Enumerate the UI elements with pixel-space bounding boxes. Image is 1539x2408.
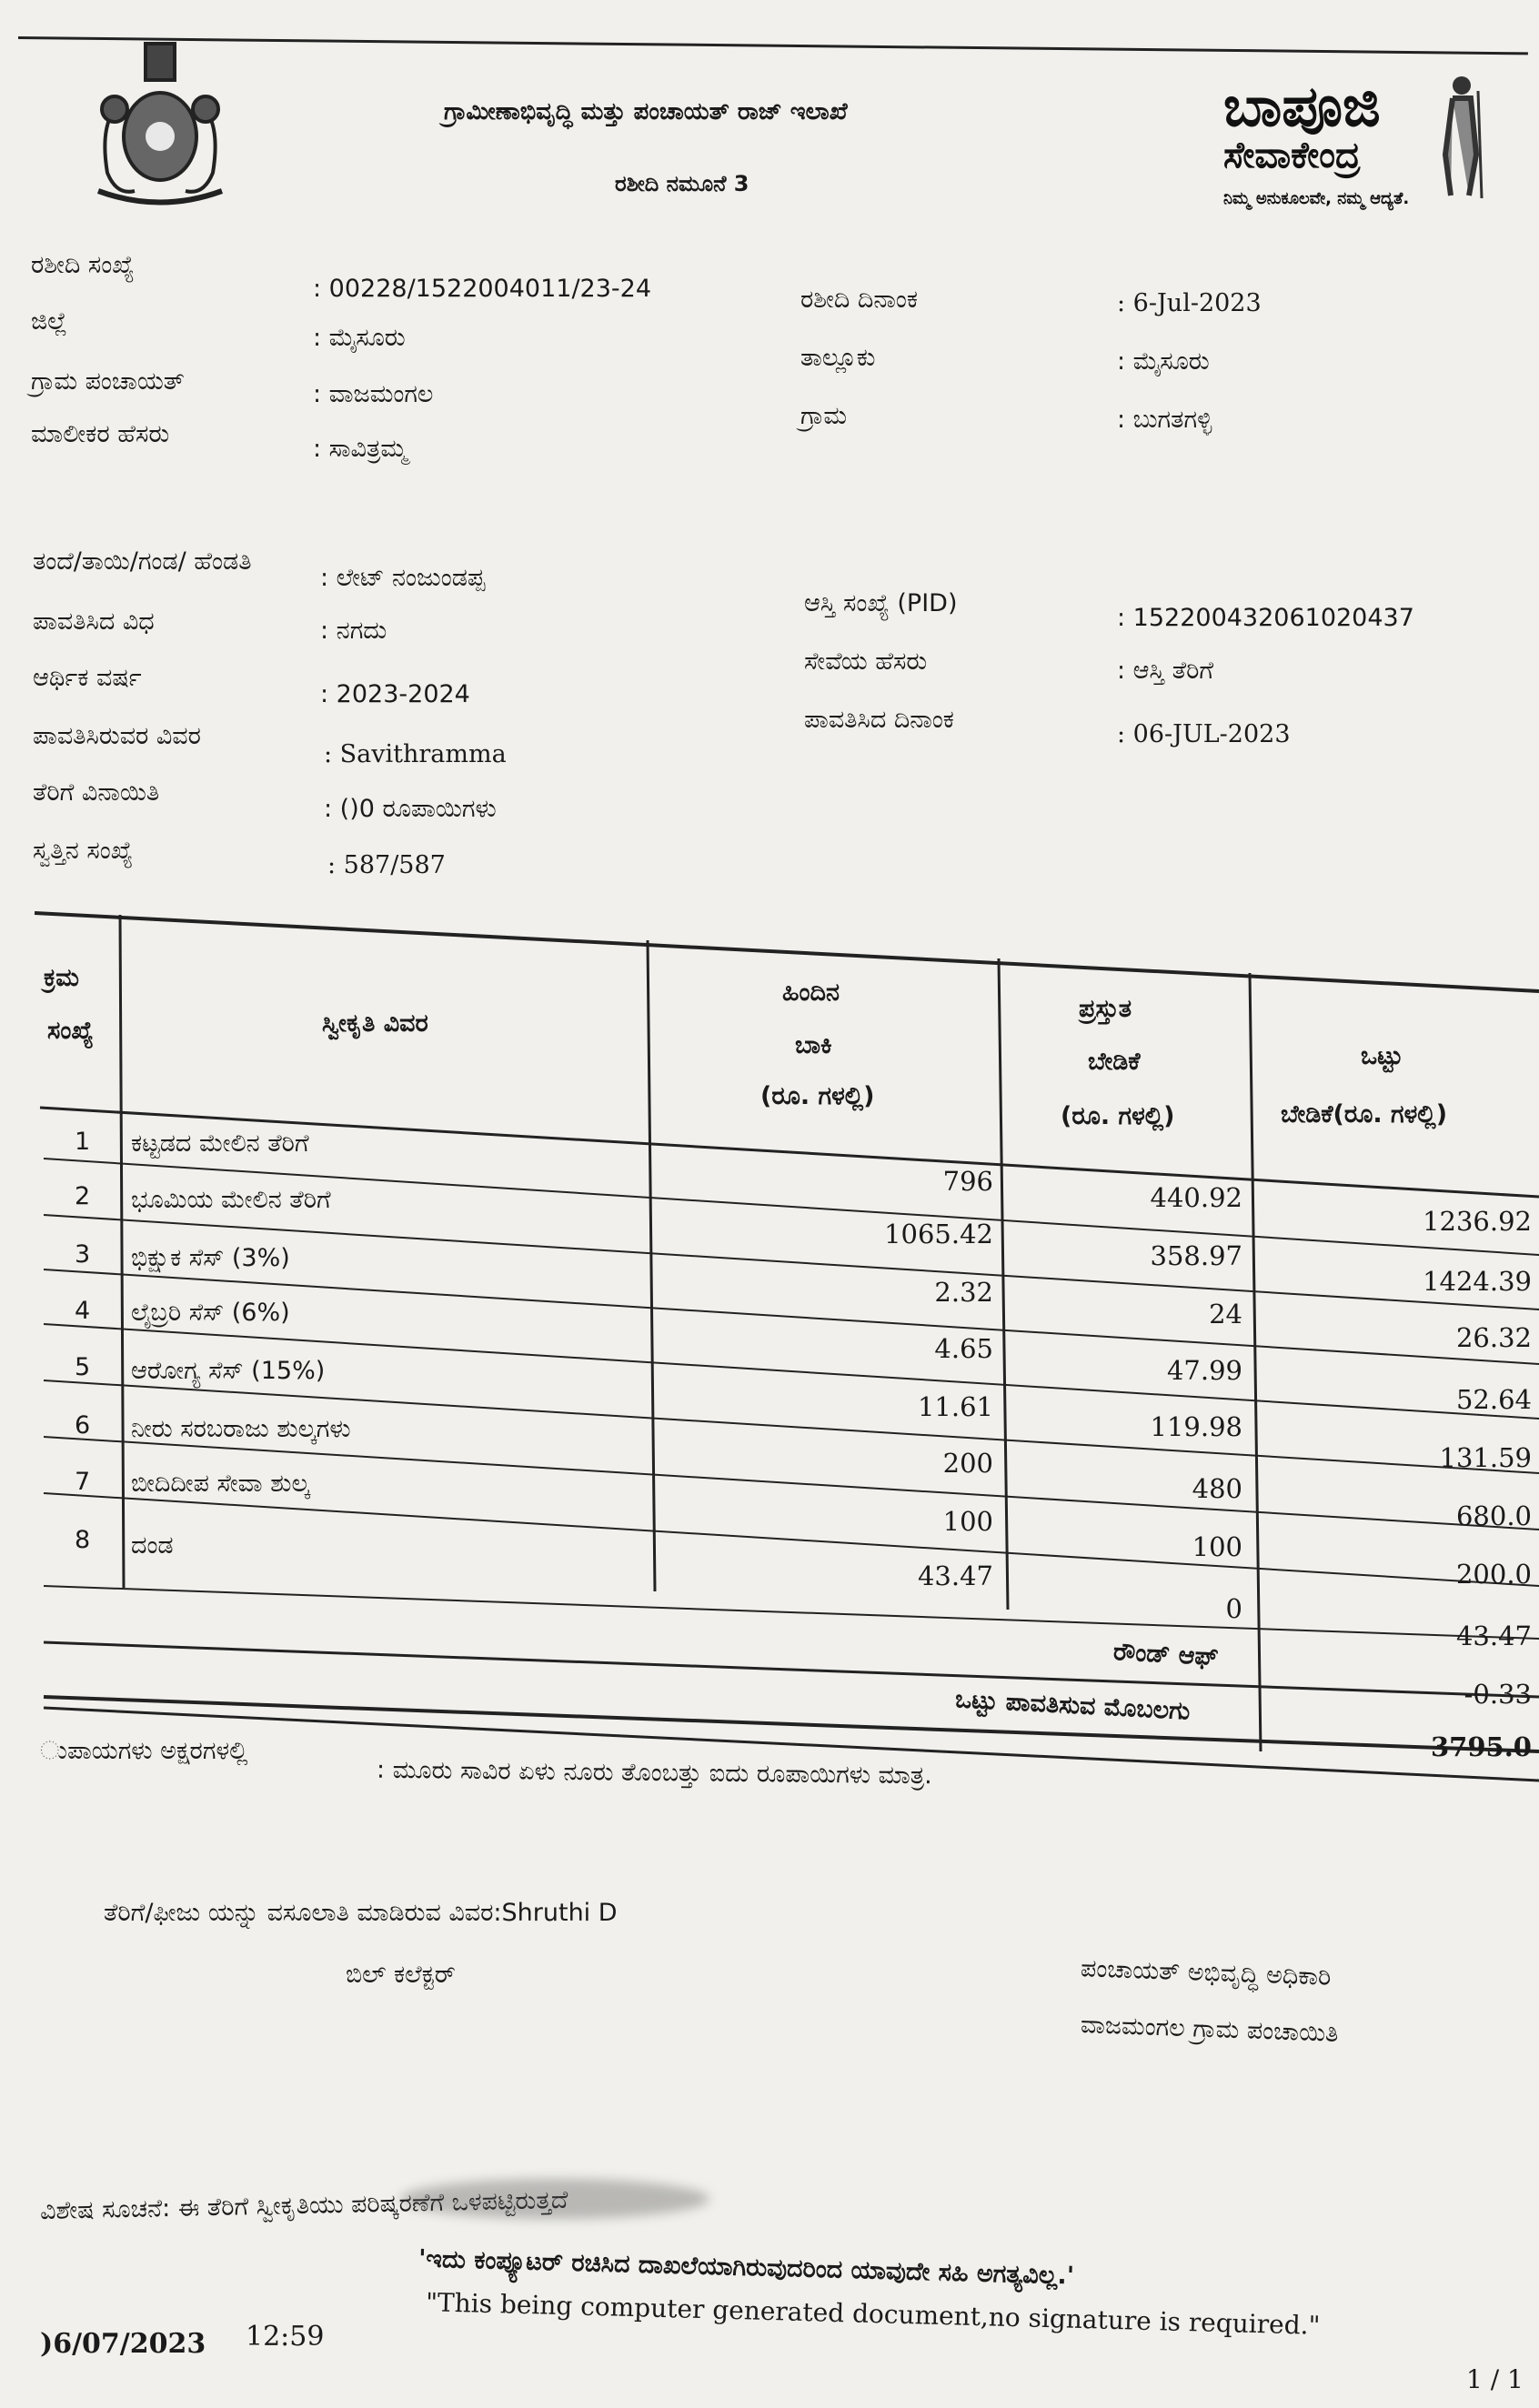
row-8-description: ದಂಡ	[131, 1531, 174, 1560]
gram-panchayat-label: ಗ್ರಾಮ ಪಂಚಾಯತ್	[31, 367, 185, 396]
property-number-value: : 587/587	[327, 851, 446, 879]
header-prev-3: (ರೂ. ಗಳಲ್ಲಿ)	[760, 1082, 875, 1110]
row-2-total: 1424.39	[1423, 1266, 1532, 1297]
receipt-date-label: ರಶೀದಿ ದಿನಾಂಕ	[800, 286, 918, 314]
service-name-value: : ಆಸ್ತಿ ತೆರಿಗೆ	[1117, 657, 1214, 685]
computer-note-english: "This being computer generated document,no signature is required."	[425, 2287, 1321, 2341]
row-6-description: ನೀರು ಸರಬರಾಜು ಶುಲ್ಕಗಳು	[131, 1415, 351, 1443]
header-curr-1: ಪ್ರಸ್ತುತ	[1079, 995, 1132, 1023]
row-6-serial: 6	[75, 1411, 91, 1440]
payer-details-value: : Savithramma	[324, 740, 507, 768]
header-serial-1: ಕ್ರಮ	[44, 964, 79, 992]
taluk-label: ತಾಲ್ಲೂಕು	[800, 344, 876, 372]
form-title: ರಶೀದಿ ನಮೂನೆ 3	[615, 171, 749, 196]
taluk-value: : ಮೈಸೂರು	[1117, 347, 1210, 376]
row-2-current: 358.97	[1150, 1240, 1242, 1271]
page-number: 1 / 1	[1466, 2364, 1524, 2394]
ink-smudge	[400, 2179, 709, 2219]
row-4-previous: 4.65	[934, 1333, 993, 1364]
owner-name-value: : ಸಾವಿತ್ರಮ್ಮ	[313, 435, 407, 463]
row-7-previous: 100	[942, 1506, 993, 1537]
row-3-current: 24	[1209, 1299, 1242, 1329]
row-1-previous: 796	[942, 1166, 993, 1197]
receipt-number-label: ರಶೀದಿ ಸಂಖ್ಯೆ	[31, 251, 135, 279]
owner-name-label: ಮಾಲೀಕರ ಹೆಸರು	[31, 420, 170, 448]
header-prev-1: ಹಿಂದಿನ	[782, 978, 840, 1007]
payer-details-label: ಪಾವತಿಸಿರುವರ ವಿವರ	[33, 722, 201, 750]
row-5-description: ಆರೋಗ್ಯ ಸೆಸ್ (15%)	[131, 1357, 326, 1385]
special-note: ವಿಶೇಷ ಸೂಚನೆ: ಈ ತೆರಿಗೆ ಸ್ವೀಕೃತಿಯು ಪರಿಷ್ಕರಣೆಗೆ ಒಳಪಟ್ಟಿರುತ್ತದೆ	[39, 2185, 568, 2226]
logo-tagline: ನಿಮ್ಮ ಅನುಕೂಲವೇ, ನಮ್ಮ ಆದ್ಯತೆ.	[1223, 189, 1410, 208]
footer-date: )6/07/2023	[40, 2328, 206, 2360]
tax-exemption-label: ತೆರಿಗೆ ವಿನಾಯಿತಿ	[33, 778, 160, 807]
receipt-date-value: : 6-Jul-2023	[1117, 289, 1262, 317]
gram-panchayat-value: : ವಾಜಮಂಗಲ	[313, 380, 434, 408]
row-4-description: ಲೈಬ್ರರಿ ಸೆಸ್ (6%)	[131, 1299, 290, 1327]
row-2-serial: 2	[75, 1182, 91, 1210]
row-5-current: 119.98	[1150, 1411, 1242, 1442]
row-7-total: 200.0	[1455, 1559, 1532, 1590]
computer-note-kannada: 'ಇದು ಕಂಪ್ಯೂಟರ್ ರಚಿಸಿದ ದಾಖಲೆಯಾಗಿರುವುದರಿಂದ ಯಾವುದೇ ಸಹಿ ಅಗತ್ಯವಿಲ್ಲ.'	[417, 2244, 1075, 2291]
relation-label: ತಂದೆ/ತಾಯಿ/ಗಂಡ/ ಹೆಂಡತಿ	[33, 547, 252, 576]
row-6-total: 680.0	[1455, 1500, 1532, 1531]
officer-panchayat: ವಾಜಮಂಗಲ ಗ್ರಾಮ ಪಂಚಾಯಿತಿ	[1080, 2011, 1339, 2048]
total-payable-label: ಒಟ್ಟು ಪಾವತಿಸುವ ಮೊಬಲಗು	[954, 1685, 1192, 1726]
village-label: ಗ್ರಾಮ	[800, 402, 848, 430]
row-2-previous: 1065.42	[884, 1219, 993, 1249]
row-1-serial: 1	[75, 1128, 91, 1156]
row-1-total: 1236.92	[1423, 1206, 1532, 1237]
officer-title: ಪಂಚಾಯತ್ ಅಭಿವೃದ್ಧಿ ಅಧಿಕಾರಿ	[1080, 1954, 1332, 1992]
payment-mode-value: : ನಗದು	[320, 617, 387, 645]
district-label: ಜಿಲ್ಲೆ	[31, 307, 67, 336]
row-3-serial: 3	[75, 1240, 91, 1269]
row-4-total: 52.64	[1455, 1384, 1532, 1415]
row-8-previous: 43.47	[917, 1560, 993, 1591]
row-3-total: 26.32	[1455, 1322, 1532, 1353]
logo-title: ಬಾಪೂಜಿ	[1223, 73, 1381, 139]
header-total-2: ಬೇಡಿಕೆ(ರೂ. ಗಳಲ್ಲಿ)	[1281, 1100, 1448, 1129]
row-6-previous: 200	[942, 1448, 993, 1479]
financial-year-value: : 2023-2024	[320, 680, 470, 708]
row-2-description: ಭೂಮಿಯ ಮೇಲಿನ ತೆರಿಗೆ	[131, 1186, 331, 1214]
round-off-label: ರೌಂಡ್ ಆಫ್	[1112, 1637, 1220, 1672]
amount-words-label: ುಪಾಯಗಳು ಅಕ್ಷರಗಳಲ್ಲಿ	[40, 1737, 248, 1765]
service-name-label: ಸೇವೆಯ ಹೆಸರು	[804, 647, 928, 676]
logo-subtitle: ಸೇವಾಕೇಂದ್ರ	[1223, 135, 1361, 176]
row-5-previous: 11.61	[917, 1391, 993, 1422]
pid-value: : 152200432061020437	[1117, 604, 1414, 632]
row-5-total: 131.59	[1439, 1442, 1532, 1473]
row-7-description: ಬೀದಿದೀಪ ಸೇವಾ ಶುಲ್ಕ	[131, 1470, 310, 1498]
row-7-serial: 7	[75, 1468, 91, 1496]
row-8-serial: 8	[75, 1526, 91, 1554]
amount-words-value: : ಮೂರು ಸಾವಿರ ಏಳು ನೂರು ತೊಂಬತ್ತು ಐದು ರೂಪಾಯಿಗಳು ಮಾತ್ರ.	[376, 1755, 932, 1791]
row-8-total: 43.47	[1455, 1620, 1532, 1651]
tax-exemption-value: : ()0 ರೂಪಾಯಿಗಳು	[324, 795, 497, 823]
header-total-1: ಒಟ್ಟು	[1361, 1042, 1403, 1070]
pid-label: ಆಸ್ತಿ ಸಂಖ್ಯೆ (PID)	[804, 589, 958, 617]
department-title: ಗ್ರಾಮೀಣಾಭಿವೃದ್ಧಿ ಮತ್ತು ಪಂಚಾಯತ್ ರಾಜ್ ಇಲಾಖೆ	[444, 98, 848, 125]
payment-mode-label: ಪಾವತಿಸಿದ ವಿಧ	[33, 607, 155, 636]
header-serial-2: ಸಂಖ್ಯೆ	[47, 1017, 94, 1045]
collector-line: ತೆರಿಗೆ/ಫೀಜು ಯನ್ನು ವಸೂಲಾತಿ ಮಾಡಿರುವ ವಿವರ:Shruthi D	[104, 1899, 618, 1927]
relation-value: : ಲೇಟ್ ನಂಜುಂಡಪ್ಪ	[320, 564, 486, 592]
property-number-label: ಸ್ವತ್ತಿನ ಸಂಖ್ಯೆ	[33, 837, 134, 865]
paid-date-label: ಪಾವತಿಸಿದ ದಿನಾಂಕ	[804, 706, 954, 734]
row-4-serial: 4	[75, 1297, 91, 1325]
header-curr-3: (ರೂ. ಗಳಲ್ಲಿ)	[1061, 1102, 1175, 1130]
row-5-serial: 5	[75, 1353, 91, 1381]
row-3-previous: 2.32	[934, 1277, 993, 1308]
row-8-current: 0	[1225, 1593, 1242, 1624]
district-value: : ಮೈಸೂರು	[313, 324, 406, 352]
round-off-value: -0.33	[1464, 1679, 1532, 1710]
header-prev-2: ಬಾಕಿ	[795, 1031, 832, 1059]
row-1-current: 440.92	[1150, 1182, 1242, 1213]
row-6-current: 480	[1192, 1473, 1242, 1504]
row-1-description: ಕಟ್ಟಡದ ಮೇಲಿನ ತೆರಿಗೆ	[131, 1129, 309, 1158]
village-value: : ಬುಗತಗಳ್ಳಿ	[1117, 406, 1212, 434]
total-payable-value: 3795.0	[1431, 1731, 1532, 1762]
header-description: ಸ್ವೀಕೃತಿ ವಿವರ	[322, 1009, 428, 1038]
footer-time: 12:59	[246, 2321, 325, 2353]
paid-date-value: : 06-JUL-2023	[1117, 720, 1291, 748]
row-3-description: ಭಿಕ್ಷುಕ ಸೆಸ್ (3%)	[131, 1244, 290, 1272]
collector-designation: ಬಿಲ್ ಕಲೆಕ್ಟರ್	[346, 1961, 456, 1989]
row-4-current: 47.99	[1166, 1355, 1242, 1386]
row-7-current: 100	[1192, 1531, 1242, 1562]
financial-year-label: ಆರ್ಥಿಕ ವರ್ಷ	[33, 664, 142, 692]
receipt-number-value: : 00228/1522004011/23-24	[313, 275, 652, 303]
header-curr-2: ಬೇಡಿಕೆ	[1088, 1048, 1141, 1076]
